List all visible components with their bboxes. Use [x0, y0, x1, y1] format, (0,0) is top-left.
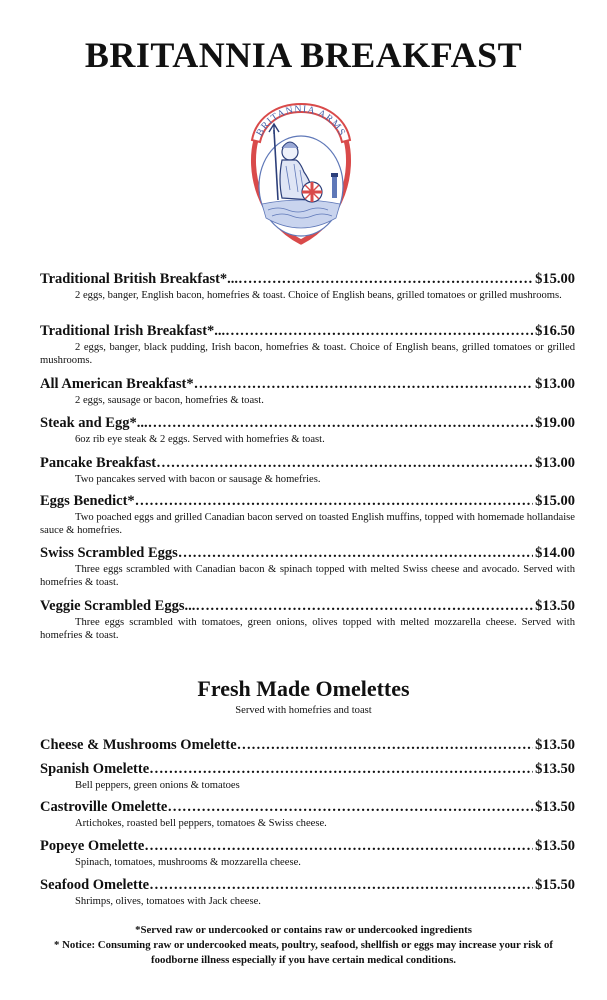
- item-price: $13.50: [535, 761, 575, 777]
- item-name: Castroville Omelette: [40, 799, 168, 815]
- item-name: Seafood Omelette: [40, 877, 150, 893]
- item-price: $13.00: [535, 376, 575, 392]
- leader-dots: [178, 544, 533, 562]
- item-description: 2 eggs, sausage or bacon, homefries & toast.: [75, 395, 264, 406]
- item-name: Eggs Benedict*: [40, 493, 135, 509]
- item-price: $19.00: [535, 415, 575, 431]
- leader-dots: [225, 322, 533, 340]
- menu-item: [40, 736, 575, 754]
- item-description: Two pancakes served with bacon or sausage & homefries.: [75, 474, 321, 485]
- item-name: Swiss Scrambled Eggs: [40, 545, 178, 561]
- item-name: Steak and Egg*...: [40, 415, 148, 431]
- item-description: Three eggs scrambled with Canadian bacon & spinach topped with melted Swiss cheese and avocado. Served with homefries & toast.: [40, 564, 575, 588]
- consumer-advisory: * Notice: Consuming raw or undercooked meats, poultry, seafood, shellfish or eggs may increase your risk of foodborne illness especially if you have certain medical conditions.: [54, 939, 553, 966]
- leader-dots: [238, 270, 533, 288]
- item-name: Veggie Scrambled Eggs...: [40, 598, 196, 614]
- leader-dots: [167, 798, 533, 816]
- britannia-arms-emblem: [238, 100, 364, 246]
- section-title: Fresh Made Omelettes: [197, 676, 410, 701]
- menu-item: [40, 322, 575, 367]
- menu-item: [40, 544, 575, 589]
- item-price: $13.00: [535, 455, 575, 471]
- item-name: Cheese & Mushrooms Omelette: [40, 737, 237, 753]
- item-name: Traditional Irish Breakfast*...: [40, 323, 226, 339]
- menu-item: [40, 492, 575, 537]
- item-price: $16.50: [535, 323, 575, 339]
- menu-item: [40, 597, 575, 642]
- menu-item: [40, 414, 575, 447]
- leader-dots: [148, 414, 534, 432]
- item-description: 2 eggs, banger, black pudding, Irish bacon, homefries & toast. Choice of English beans, grilled tomatoes or grilled mushrooms.: [40, 342, 575, 366]
- item-price: $15.00: [535, 493, 575, 509]
- item-description: Artichokes, roasted bell peppers, tomatoes & Swiss cheese.: [75, 818, 327, 829]
- menu-item: [40, 876, 575, 909]
- menu-item: [40, 375, 575, 408]
- item-description: 6oz rib eye steak & 2 eggs. Served with homefries & toast.: [75, 434, 325, 445]
- item-name: Traditional British Breakfast*...: [40, 271, 239, 287]
- menu-item: [40, 270, 575, 303]
- item-name: Spanish Omelette: [40, 761, 150, 777]
- item-price: $14.00: [535, 545, 575, 561]
- menu-item: [40, 760, 575, 793]
- menu-title: BRITANNIA BREAKFAST: [84, 35, 523, 75]
- raw-food-note: *Served raw or undercooked or contains raw or undercooked ingredients: [135, 924, 472, 936]
- leader-dots: [156, 454, 533, 472]
- item-description: Two poached eggs and grilled Canadian bacon served on toasted English muffins, topped with homemade hollandaise sauce & homefries.: [40, 512, 575, 536]
- item-price: $13.50: [535, 737, 575, 753]
- item-price: $13.50: [535, 799, 575, 815]
- leader-dots: [237, 736, 533, 754]
- item-price: $13.50: [535, 598, 575, 614]
- svg-text:BRITANNIA ARMS: BRITANNIA ARMS: [254, 103, 348, 139]
- item-name: All American Breakfast*: [40, 376, 194, 392]
- leader-dots: [194, 375, 534, 393]
- item-description: 2 eggs, banger, English bacon, homefries & toast. Choice of English beans, grilled tomatoes or grilled mushrooms.: [75, 290, 562, 301]
- leader-dots: [149, 760, 533, 778]
- item-description: Spinach, tomatoes, mushrooms & mozzarella cheese.: [75, 857, 301, 868]
- item-description: Three eggs scrambled with tomatoes, green onions, olives topped with melted mozzarella cheese. Served with homefries & toast.: [40, 617, 575, 641]
- menu-item: [40, 798, 575, 831]
- menu-item: [40, 454, 575, 487]
- item-description: Bell peppers, green onions & tomatoes: [75, 780, 240, 791]
- item-price: $15.50: [535, 877, 575, 893]
- menu-item: [40, 837, 575, 870]
- item-description: Shrimps, olives, tomatoes with Jack cheese.: [75, 896, 261, 907]
- section-subtitle: Served with homefries and toast: [235, 705, 372, 716]
- item-price: $13.50: [535, 838, 575, 854]
- leader-dots: [144, 837, 533, 855]
- footer-notice: [30, 923, 577, 968]
- leader-dots: [149, 876, 533, 894]
- item-name: Popeye Omelette: [40, 838, 145, 854]
- item-name: Pancake Breakfast: [40, 455, 157, 471]
- leader-dots: [135, 492, 533, 510]
- item-price: $15.00: [535, 271, 575, 287]
- leader-dots: [195, 597, 533, 615]
